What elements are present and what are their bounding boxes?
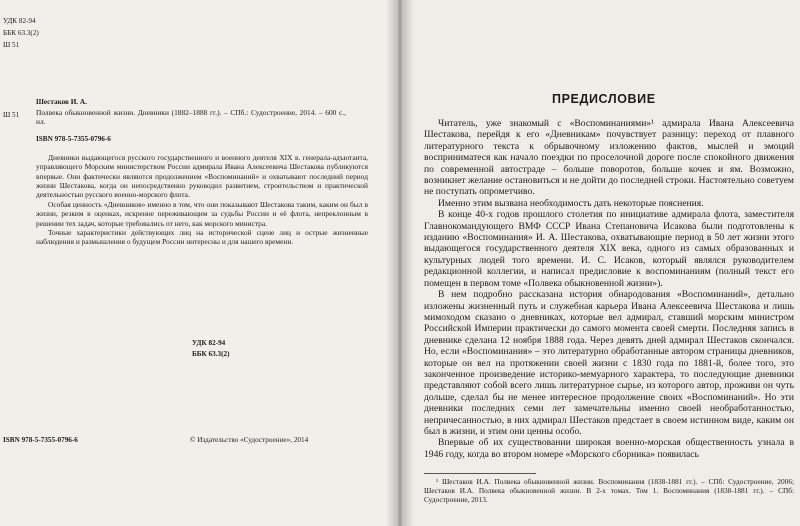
isbn-bottom: ISBN 978-5-7355-0796-6 bbox=[3, 436, 78, 444]
footnote-rule bbox=[424, 473, 536, 474]
sh-margin: Ш 51 bbox=[3, 111, 20, 119]
bbk-bottom: ББК 63.3(2) bbox=[192, 350, 230, 358]
paragraph-5: Впервые об их существовании широкая военно-морская общественность узнала в 1946 году, когда во втором номере «Морского сборника» появилась bbox=[424, 437, 794, 460]
annotation-paragraph-3: Точные характеристики действующих лиц на исторической сцене лиц и острые жизненные наблюдения и размышления о будущем России интересны и для нашего времени. bbox=[36, 228, 368, 247]
udk-top: УДК 82-94 bbox=[3, 17, 36, 25]
copyright: © Издательство «Судостроение», 2014 bbox=[190, 436, 309, 444]
isbn-main: ISBN 978-5-7355-0796-6 bbox=[36, 135, 111, 143]
footnote-1: ¹ Шестаков И.А. Полвека обыкновенной жизни. Воспоминания (1838-1881 гг.). – СПб: Судостроение, 2006; Шестаков И.А. Полвека обыкновенной жизни. В 2-х томах. Том 1. Воспоминания (1838-1881 гг.). – СПб: Судостроение, 2013. bbox=[424, 477, 794, 505]
bibliographic-record: Полвека обыкновенной жизни. Дневники (1882–1888 гг.). – СПб.: Судостроение, 2014. – 600 с., ил. bbox=[36, 108, 346, 127]
paragraph-2: Именно этим вызвана необходимость дать некоторые пояснения. bbox=[438, 197, 704, 209]
paragraph-4: В нем подробно рассказана история обнародования «Воспоминаний», детально изложены жизненный путь и служебная карьера Ивана Алексеевича Шестакова и лишь мимоходом сказано о дневниках, которые вел адмирал, ставший морским министром Российской Империи практически до самого момента своей смерти. Последняя запись в дневнике сделана 12 ноября 1888 года. Через девять дней адмирал Шестаков скончался. Но, если «Воспоминания» – это литературно обработанные автором страницы дневников, которые он вел на протяжении своей жизни с 1830 года по 1881-й, более того, это законченное произведение историко-мемуарного характера, то последующие дневники представляют собой всего лишь литературное сырье, из которого автор, проживи он чуть дольше, сделал бы не менее интересное продолжение своих «Воспоминаний». Но эти дневники последних семи лет замечательны именно своей необработанностью, непричесанностью, в них адмирал Шестаков предстает в своем истинном виде, каким он был в жизни, и этим они ценны особо. bbox=[424, 289, 794, 437]
left-page bbox=[0, 0, 398, 526]
udk-bottom: УДК 82-94 bbox=[192, 339, 226, 347]
paragraph-1: Читатель, уже знакомый с «Воспоминаниями»¹ адмирала Ивана Алексеевича Шестакова, перейдя к его «Дневникам» почувствует разницу: переход от плавного литературного текста к обрывочному изложению фактов, мыслей и эмоций восприниматеся как начало поездки по проселочной дороге после спокойного движения по современной автостраде – больше поворотов, больше кочек и ям. Возможно, возникнет желание остановиться и не дойти до последней строки. Настоятельно советуем не поступать опрометчиво. bbox=[424, 118, 794, 198]
book-gutter bbox=[386, 0, 414, 526]
annotation-paragraph-1: Дневники выдающегося русского государственного и военного деятеля XIX в. генерала-адъютанта, управляющего Морским министерством России адмирала Ивана Алексеевича Шестакова публикуются впервые. Они фактически являются продолжением «Воспоминаний» и охватывают последний период жизни Шестакова, когда он непосредственно руководил развитием, строительством и практической деятельностью русского военно-морского флота. bbox=[36, 153, 368, 200]
right-page bbox=[402, 0, 800, 526]
paragraph-3: В конце 40-х годов прошлого столетия по инициативе адмирала флота, заместителя Главнокомандующего ВМФ СССР Ивана Степановича Исакова были подготовлены к изданию «Воспоминания» И. А. Шестакова, охватывающие период в 50 лет жизни этого выдающегося государственного деятеля XIX века, одного из самых образованных и культурных людей того времени. И. С. Исаков, который являлся руководителем редакционной коллегии, и написал предисловие к воспоминаниям (полный текст его помещен в первом томе «Полвека обыкновенной жизни»). bbox=[424, 209, 794, 289]
sh-top: Ш 51 bbox=[3, 41, 20, 49]
preface-body bbox=[424, 118, 794, 460]
footnote bbox=[424, 477, 794, 505]
annotation-paragraph-2: Особая ценность «Дневников» именно в том, что они показывают Шестакова таким, каким он был в жизни, резким в оценках, искренне переживающим за судьбы России и её флота, непреклонным в решении тех задач, которые требовались от него, как морского министра. bbox=[36, 200, 368, 228]
author: Шестаков И. А. bbox=[36, 98, 87, 106]
bbk-top: ББК 63.3(2) bbox=[3, 29, 39, 37]
page-title: ПРЕДИСЛОВИЕ bbox=[552, 92, 656, 106]
